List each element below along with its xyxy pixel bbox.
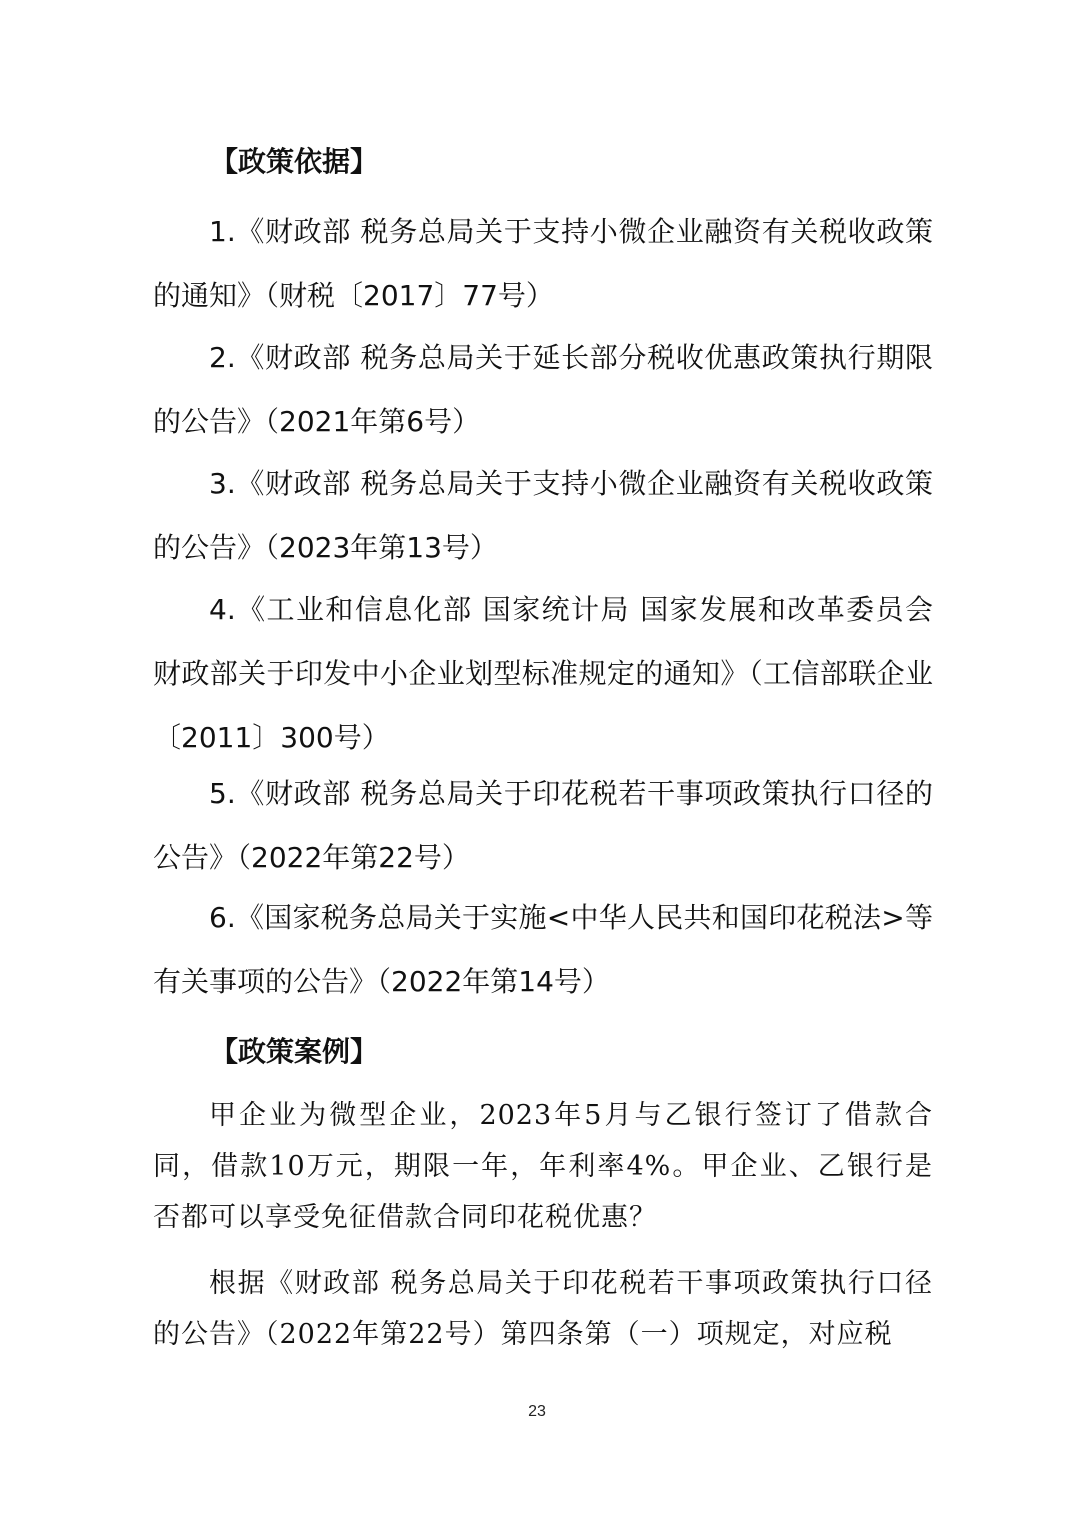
basis-item-4: 4.《工业和信息化部 国家统计局 国家发展和改革委员会 财政部关于印发中小企业划型标准规定的通知》（工信部联企业〔2011〕300号） bbox=[153, 593, 933, 754]
basis-item-6: 6.《国家税务总局关于实施<中华人民共和国印花税法>等有关事项的公告》（2022年第14号） bbox=[153, 901, 933, 998]
basis-item-5: 5.《财政部 税务总局关于印花税若干事项政策执行口径的公告》（2022年第22号） bbox=[153, 777, 933, 874]
page-number: 23 bbox=[528, 1403, 546, 1420]
case-paragraph-1: 甲企业为微型企业，2023年5月与乙银行签订了借款合同，借款10万元，期限一年，年利率4%。甲企业、乙银行是否都可以享受免征借款合同印花税优惠？ bbox=[153, 1100, 933, 1233]
policy-case-heading: 【政策案例】 bbox=[210, 1035, 379, 1068]
basis-item-2: 2.《财政部 税务总局关于延长部分税收优惠政策执行期限的公告》（2021年第6号） bbox=[153, 341, 933, 438]
basis-item-1: 1.《财政部 税务总局关于支持小微企业融资有关税收政策的通知》（财税〔2017〕77号） bbox=[153, 215, 933, 312]
basis-item-3: 3.《财政部 税务总局关于支持小微企业融资有关税收政策的公告》（2023年第13号） bbox=[153, 467, 933, 564]
policy-basis-heading: 【政策依据】 bbox=[210, 145, 379, 178]
case-paragraph-2: 根据《财政部 税务总局关于印花税若干事项政策执行口径的公告》（2022年第22号）第四条第（一）项规定，对应税 bbox=[153, 1268, 933, 1350]
